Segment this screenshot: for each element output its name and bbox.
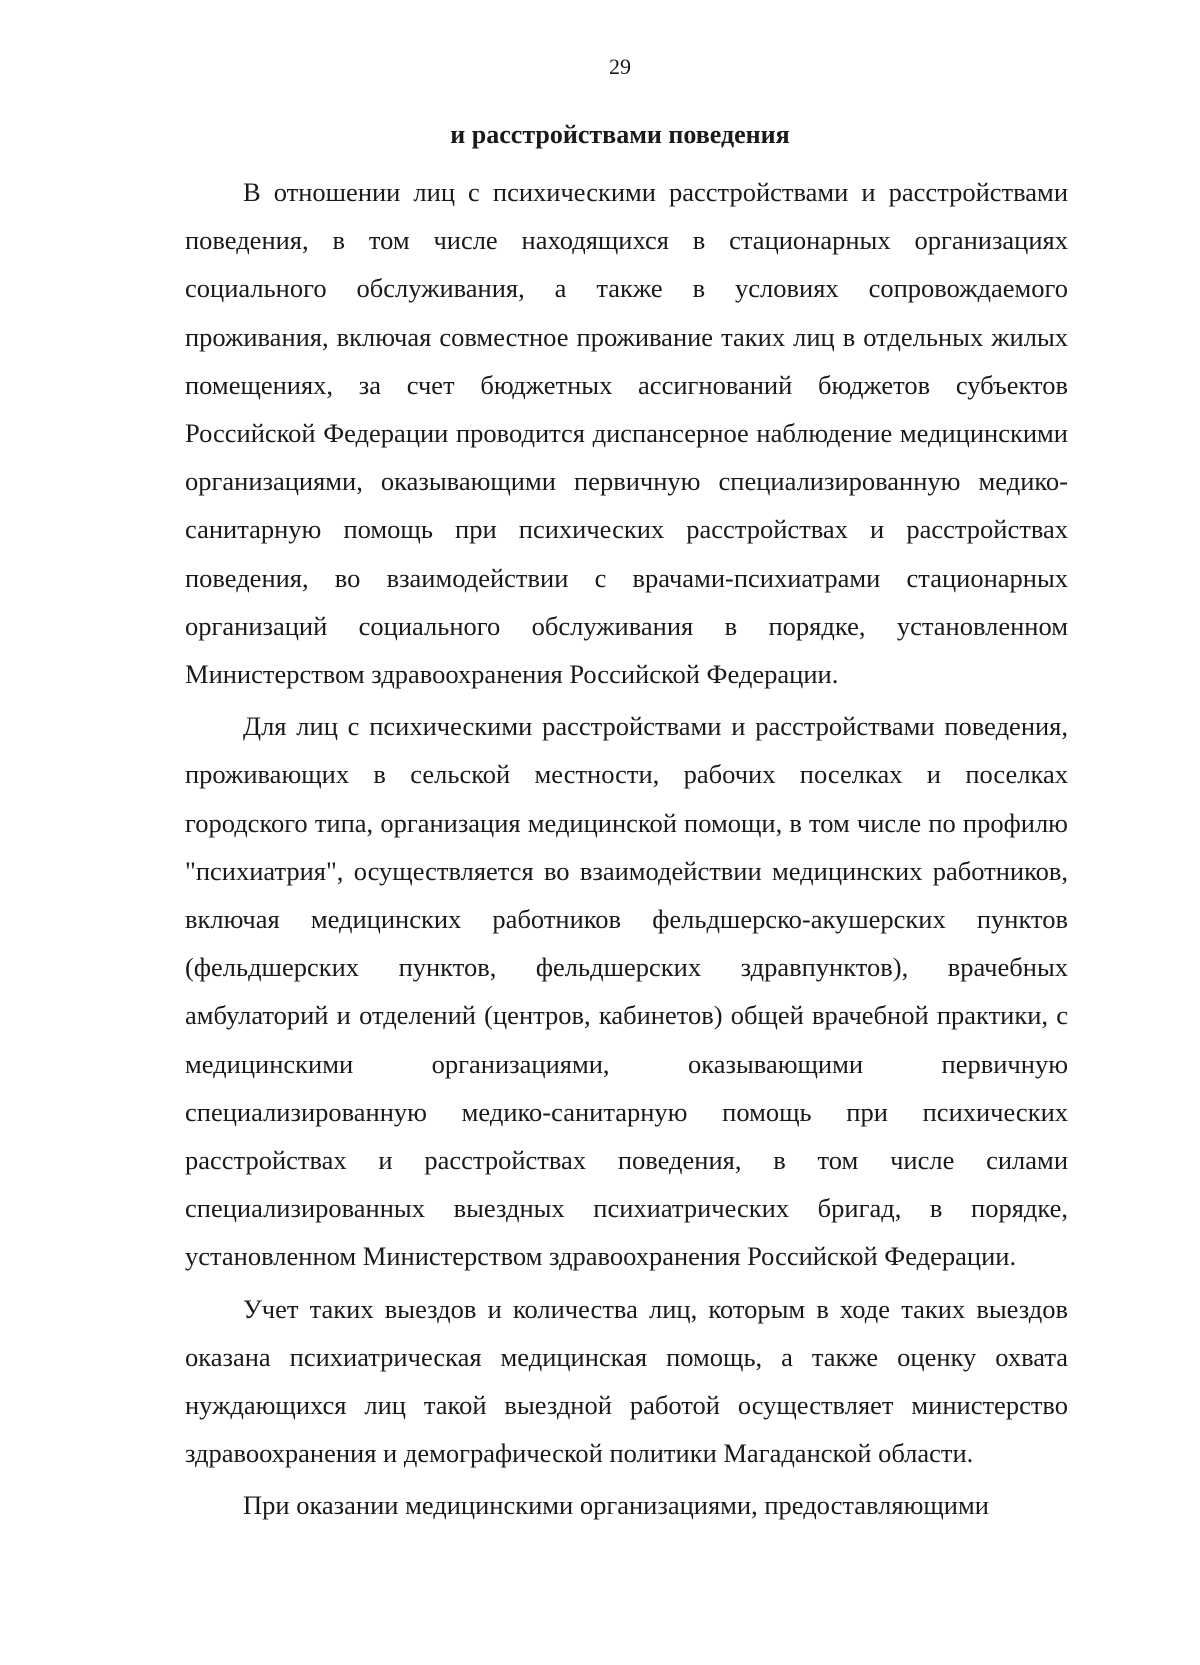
paragraph-1: В отношении лиц с психическими расстройствами и расстройствами поведения, в том числе находящихся в стационарных организациях социального обслуживания, а также в условиях сопровождаемого проживания, включая совместное проживание таких лиц в отдельных жилых помещениях, за счет бюджетных ассигнований бюджетов субъектов Российской Федерации проводится диспансерное наблюдение медицинскими организациями, оказывающими первичную специализированную медико-санитарную помощь при психических расстройствах и расстройствах поведения, во взаимодействии с врачами-психиатрами стационарных организаций социального обслуживания в порядке, установленном Министерством здравоохранения Российской Федерации. bbox=[185, 177, 1068, 690]
page-number: 29 bbox=[609, 54, 631, 79]
section-heading: и расстройствами поведения bbox=[450, 120, 790, 149]
paragraph-4: При оказании медицинскими организациями, предоставляющими bbox=[243, 1490, 989, 1521]
body-text bbox=[185, 168, 1068, 1534]
paragraph-2: Для лиц с психическими расстройствами и расстройствами поведения, проживающих в сельской местности, рабочих поселках и поселках городского типа, организация медицинской помощи, в том числе по профилю "психиатрия", осуществляется во взаимодействии медицинских работников, включая медицинских работников фельдшерско-акушерских пунктов (фельдшерских пунктов, фельдшерских здравпунктов), врачебных амбулаторий и отделений (центров, кабинетов) общей врачебной практики, с медицинскими организациями, оказывающими первичную специализированную медико-санитарную помощь при психических расстройствах и расстройствах поведения, в том числе силами специализированных выездных психиатрических бригад, в порядке, установленном Министерством здравоохранения Российской Федерации. bbox=[185, 711, 1068, 1272]
paragraph-3: Учет таких выездов и количества лиц, которым в ходе таких выездов оказана психиатрическая медицинская помощь, а также оценку охвата нуждающихся лиц такой выездной работой осуществляет министерство здравоохранения и демографической политики Магаданской области. bbox=[185, 1293, 1068, 1469]
